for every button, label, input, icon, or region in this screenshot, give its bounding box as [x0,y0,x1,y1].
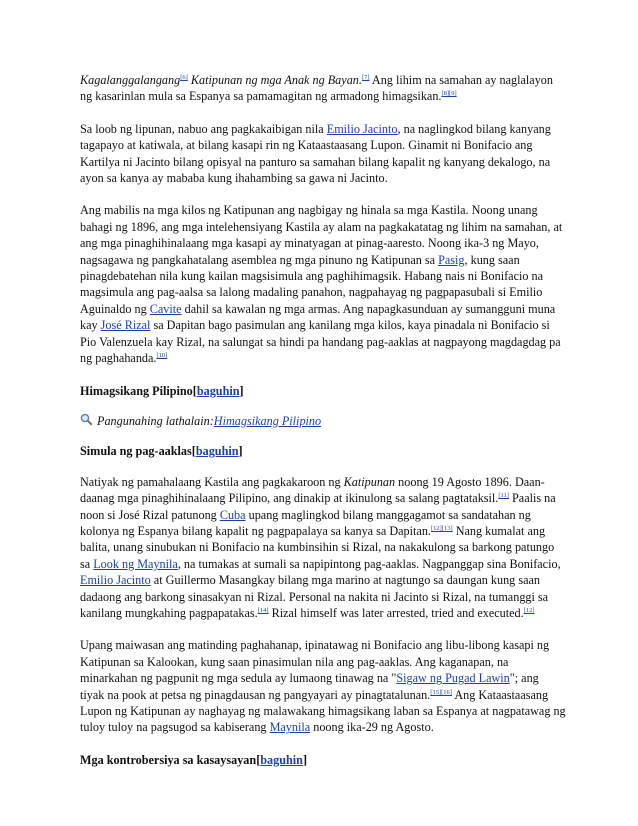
text: , na tumakas at sumali sa napipintong pag-aaklas. Nagpanggap sina Bonifacio, [177,556,561,571]
italic-name-part2: Katipunan ng mga Anak ng Bayan. [187,73,362,87]
ref-10[interactable]: [10] [156,352,168,360]
text: , na naglingkod bilang kanyang tagapayo at katiwala, at bilang kasapi rin ng Kataastaasang Lupon. Ginamit ni Bonifacio ang Kartilya ni Jacinto bilang opisyal na panturo sa samahan bilang kapalit ng kanyang dekalogo, na ayon sa kanya ay mababa kung ihahambing sa gawa ni Jacinto. [80,121,551,186]
text: at Guillermo Masangkay bilang mga marino at nagtungo sa daungan kung saan dadaong ang barkong sinasakyan ni Rizal. Personal na nakita ni Jacinto si Rizal, na tumanggi sa kanilang mungkahing pagpapatakas. [80,573,549,620]
text: Ang lihim na samahan ay naglalayon ng kasarinlan mula sa Espanya sa pamamagitan ng armadong himagsikan. [80,73,553,104]
text: dahil sa kawalan ng mga armas. Ang napagkasunduan ay sumangguni muna kay [80,301,556,333]
bracket: [ [191,444,196,459]
ref-8-9[interactable]: [8][9] [441,90,457,98]
text: Ang Kataastaasang Lupon ng Katipunan ay naghayag ng malawakang himagsikang laban sa Espanya at nagpatawag ng tuloy tuloy na pagsugod sa kabiserang [80,687,566,735]
text: sa Dapitan bago pasimulan ang kanilang mga kilos, kaya pinadala ni Bonifacio si Pio Valenzuela kay Rizal, na salungat sa hindi pa handang pag-aaklas at nagpayong magdagdag pa ng paghahanda. [80,318,561,366]
text: Rizal himself was later arrested, tried and executed. [268,605,524,620]
text: Paalis na noon si José Rizal patunong [80,491,556,522]
paragraph-jacinto [80,121,566,187]
main-article-note [80,413,566,429]
paragraph-pugad-lawin [80,637,566,735]
text: noong 19 Agosto 1896. Daan-daanag mga pinaghihinalaang Pilipino, ang dinakip at ikinulong sa salang pagtataksil. [80,474,545,506]
heading-text: Himagsikang Pilipino [80,383,193,398]
link-maynila[interactable]: Maynila [269,720,311,735]
text: , kung saan pinagdebatehan nila kung kailan magsisimula ang paghihimagsik. Habang nais ni Bonifacio na magsimula ang pag-aalsa sa lalong madaling panahon, nagpahayag ng pagpapasubali si Emilio Aguinaldo ng [80,252,544,316]
text: Sa loob ng lipunan, nabuo ang pagkakaibigan nila [80,121,327,136]
link-jose-rizal[interactable]: José Rizal [100,318,151,333]
text: Nang kumalat ang balita, unang sinubukan ni Bonifacio na kumbinsihin si Rizal, na nakakulong sa barkong patungo sa [80,523,555,571]
link-cuba[interactable]: Cuba [219,507,246,522]
link-look-ng-maynila[interactable]: Look ng Maynila [93,556,178,571]
text: Natiyak ng pamahalaang Kastila ang pagkakaroon ng [80,474,344,489]
text: Ang mabilis na mga kilos ng Katipunan ang nagbigay ng hinala sa mga Kastila. Noong unang bahagi ng 1896, ang mga intelehensiyang Kastila ay alam na pagkakatatag ng lihim na samahan, at ang mga pinaghihinalaang mga kasapi ay minatyagan at pinag-aaresto. Noong ika-3 ng Mayo, nagsagawa ng pangkahatalang asemblea ng mga pinuno ng Katipunan sa [80,203,563,267]
paragraph-suspicion [80,202,566,366]
link-emilio-jacinto-2[interactable]: Emilio Jacinto [80,573,151,588]
bracket: ] [238,444,243,459]
italic-katipunan: Katipunan [343,474,396,489]
main-article-label: Pangunahing lathalain: [97,413,214,428]
section-heading-simula [80,443,566,459]
ref-7[interactable]: [7] [361,73,370,81]
paragraph-katipunan-name [80,72,566,105]
text: Upang maiwasan ang matinding paghahanap, ipinatawag ni Bonifacio ang libu-libong kasapi ng Katipunan sa Kalookan, kung saan pinasimulan nila ang pag-aaklas. Ang kaganapan, na minarkahan ng pagpunit ng mga sedula ay lumaong tinawag na " [80,638,550,686]
bracket: [ [256,752,261,767]
heading-text: Mga kontrobersiya sa kasaysayan [80,752,257,767]
edit-link[interactable]: baguhin [196,383,240,398]
italic-name-part1: Kagalanggalangang [80,73,181,87]
link-himagsikang-pilipino[interactable]: Himagsikang Pilipino [213,413,322,428]
magnifier-icon [80,413,93,426]
link-sigaw-ng-pugad-lawin[interactable]: Sigaw ng Pugad Lawin [396,671,510,686]
bracket: [ [192,383,197,398]
section-heading-kontrobersiya [80,752,566,768]
ref-12[interactable]: [12] [523,606,535,614]
bracket: ] [239,383,244,398]
text: "; ang tiyak na pook at petsa ng pinagdausan ng pangyayari ay pinagtatalunan. [80,671,539,702]
ref-6[interactable]: [6] [180,73,188,81]
ref-12-13[interactable]: [12][13] [430,524,453,532]
edit-link[interactable]: baguhin [260,752,303,767]
link-cavite[interactable]: Cavite [149,301,182,316]
text: noong ika-29 ng Agosto. [310,720,434,735]
ref-15-16[interactable]: [15][16] [430,688,452,696]
edit-link[interactable]: baguhin [195,444,239,459]
paragraph-outbreak [80,474,566,622]
link-pasig[interactable]: Pasig [438,252,465,267]
section-heading-himagsikang-pilipino [80,383,566,399]
link-emilio-jacinto[interactable]: Emilio Jacinto [326,121,398,136]
text: upang maglingkod bilang manggagamot sa sandatahan ng kolonya ng Espanya bilang kapalit ng pagpapalaya sa kanya sa Dapitan. [80,507,531,538]
heading-text: Simula ng pag-aaklas [80,444,192,459]
ref-14[interactable]: [14] [257,606,269,614]
bracket: ] [302,752,307,767]
ref-11[interactable]: [11] [498,492,509,500]
article-body [80,72,566,782]
